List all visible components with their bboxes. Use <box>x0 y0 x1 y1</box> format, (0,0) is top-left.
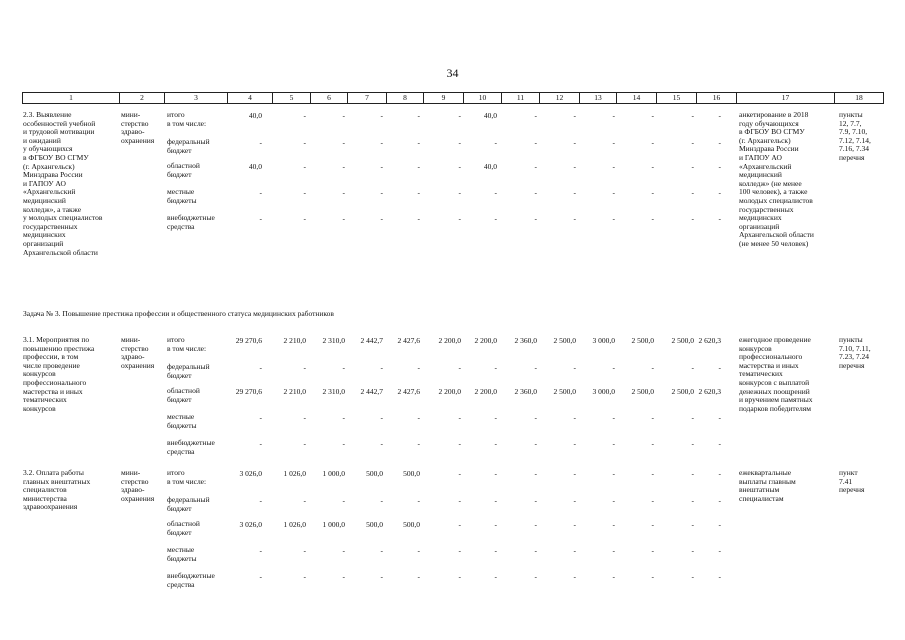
amount-cell: - <box>342 162 345 171</box>
funding-source: внебюджетные средства <box>167 571 215 589</box>
amount-cell: - <box>417 188 420 197</box>
funding-source: областной бюджет <box>167 519 200 537</box>
amount-cell: - <box>691 214 694 223</box>
amount-cell: 1 026,0 <box>283 520 306 529</box>
amount-cell: - <box>417 496 420 505</box>
amount-cell: - <box>651 469 654 478</box>
amount-cell: - <box>259 363 262 372</box>
amount-cell: 2 210,0 <box>283 387 306 396</box>
funding-source: итого в том числе: <box>167 110 207 128</box>
expected-result: анкетирование в 2018 году обучающихся в ФГБОУ ВО СГМУ (г. Архангельск) Минздрава России и ГАПОУ АО «Архангельский медицинский колледж» (не менее 100 человек), а также молодых специалистов государственных медицинских организаций Архангельской области (не менее 50 человек) <box>739 110 814 248</box>
amount-cell: - <box>494 520 497 529</box>
amount-cell: - <box>458 413 461 422</box>
amount-cell: 2 500,0 <box>671 336 694 345</box>
header-col-18: 18 <box>855 93 863 102</box>
amount-cell: - <box>380 496 383 505</box>
amount-cell: - <box>380 188 383 197</box>
amount-cell: - <box>612 111 615 120</box>
amount-cell: 2 200,0 <box>438 387 461 396</box>
amount-cell: - <box>342 214 345 223</box>
amount-cell: 2 200,0 <box>474 336 497 345</box>
amount-cell: - <box>573 188 576 197</box>
amount-cell: - <box>718 111 721 120</box>
amount-cell: - <box>718 363 721 372</box>
funding-source: итого в том числе: <box>167 335 207 353</box>
amount-cell: - <box>259 572 262 581</box>
amount-cell: - <box>573 520 576 529</box>
amount-cell: 1 000,0 <box>322 520 345 529</box>
amount-cell: - <box>534 363 537 372</box>
amount-cell: - <box>612 546 615 555</box>
header-col-12: 12 <box>540 93 580 103</box>
amount-cell: - <box>458 469 461 478</box>
amount-cell: 1 000,0 <box>322 469 345 478</box>
header-col-4: 4 <box>228 93 273 103</box>
amount-cell: - <box>494 413 497 422</box>
header-col-14: 14 <box>617 93 657 103</box>
plan-points: пункты 7.10, 7.11, 7.23, 7.24 перечня <box>839 335 871 370</box>
amount-cell: - <box>380 162 383 171</box>
header-col-6: 6 <box>311 93 348 103</box>
amount-cell: - <box>691 572 694 581</box>
amount-cell: - <box>573 363 576 372</box>
amount-cell: - <box>458 111 461 120</box>
funding-source: федеральный бюджет <box>167 362 210 380</box>
amount-cell: - <box>534 469 537 478</box>
amount-cell: 2 310,0 <box>322 387 345 396</box>
amount-cell: - <box>303 439 306 448</box>
header-col-17: 17 <box>737 93 835 103</box>
funding-source: итого в том числе: <box>167 468 207 486</box>
amount-cell: - <box>573 214 576 223</box>
amount-cell: 2 620,3 <box>698 387 721 396</box>
amount-cell: 2 310,0 <box>322 336 345 345</box>
amount-cell: - <box>718 214 721 223</box>
amount-cell: - <box>417 572 420 581</box>
amount-cell: 3 026,0 <box>239 520 262 529</box>
measure-name: 3.1. Мероприятия по повышению престижа профессии, в том числе проведение конкурсов профессионального мастерства и иных тематических конкурсов <box>23 335 95 413</box>
amount-cell: - <box>573 572 576 581</box>
amount-cell: 2 210,0 <box>283 336 306 345</box>
amount-cell: - <box>342 546 345 555</box>
amount-cell: - <box>691 111 694 120</box>
amount-cell: - <box>718 496 721 505</box>
amount-cell: - <box>417 162 420 171</box>
amount-cell: 2 360,0 <box>514 387 537 396</box>
amount-cell: - <box>651 188 654 197</box>
amount-cell: - <box>612 496 615 505</box>
amount-cell: - <box>458 546 461 555</box>
amount-cell: - <box>342 413 345 422</box>
amount-cell: - <box>380 363 383 372</box>
amount-cell: - <box>458 188 461 197</box>
amount-cell: - <box>612 572 615 581</box>
amount-cell: - <box>651 413 654 422</box>
amount-cell: - <box>458 496 461 505</box>
amount-cell: - <box>303 214 306 223</box>
amount-cell: - <box>691 469 694 478</box>
amount-cell: - <box>651 496 654 505</box>
header-col-10: 10 <box>464 93 502 103</box>
funding-source: федеральный бюджет <box>167 137 210 155</box>
amount-cell: - <box>534 138 537 147</box>
amount-cell: - <box>534 439 537 448</box>
page-number: 34 <box>446 66 459 80</box>
plan-points: пункты 12, 7.7, 7.9, 7.10, 7.12, 7.14, 7.16, 7.34 перечня <box>839 110 871 162</box>
amount-cell: - <box>259 214 262 223</box>
task3-title: Задача № 3. Повышение престижа профессии и общественного статуса медицинских работников <box>23 309 334 318</box>
amount-cell: - <box>303 138 306 147</box>
amount-cell: - <box>303 111 306 120</box>
amount-cell: - <box>417 546 420 555</box>
amount-cell: - <box>494 363 497 372</box>
amount-cell: - <box>342 572 345 581</box>
amount-cell: - <box>534 520 537 529</box>
amount-cell: 500,0 <box>366 520 383 529</box>
amount-cell: - <box>494 496 497 505</box>
amount-cell: - <box>342 111 345 120</box>
amount-cell: 500,0 <box>366 469 383 478</box>
amount-cell: - <box>718 162 721 171</box>
amount-cell: - <box>718 546 721 555</box>
header-col-7: 7 <box>348 93 387 103</box>
amount-cell: - <box>612 363 615 372</box>
amount-cell: - <box>417 439 420 448</box>
amount-cell: - <box>691 413 694 422</box>
amount-cell: - <box>691 520 694 529</box>
amount-cell: - <box>494 572 497 581</box>
amount-cell: - <box>380 546 383 555</box>
amount-cell: 40,0 <box>483 111 497 120</box>
amount-cell: - <box>534 572 537 581</box>
amount-cell: 2 500,0 <box>553 336 576 345</box>
amount-cell: - <box>691 546 694 555</box>
amount-cell: - <box>380 572 383 581</box>
amount-cell: - <box>651 162 654 171</box>
amount-cell: - <box>494 439 497 448</box>
measure-name: 3.2. Оплата работы главных внештатных специалистов министерства здравоохранения <box>23 468 91 512</box>
amount-cell: - <box>534 496 537 505</box>
amount-cell: - <box>612 162 615 171</box>
amount-cell: - <box>494 469 497 478</box>
amount-cell: 2 200,0 <box>438 336 461 345</box>
amount-cell: - <box>573 138 576 147</box>
amount-cell: - <box>534 214 537 223</box>
amount-cell: - <box>458 520 461 529</box>
amount-cell: 29 270,6 <box>235 387 262 396</box>
header-col-15: 15 <box>657 93 697 103</box>
amount-cell: - <box>259 413 262 422</box>
plan-points: пункт 7.41 перечня <box>839 468 865 495</box>
amount-cell: - <box>573 439 576 448</box>
header-col-5: 5 <box>273 93 311 103</box>
amount-cell: - <box>691 162 694 171</box>
amount-cell: 2 500,0 <box>631 387 654 396</box>
amount-cell: - <box>417 138 420 147</box>
amount-cell: 2 442,7 <box>360 336 383 345</box>
amount-cell: - <box>303 162 306 171</box>
amount-cell: - <box>573 496 576 505</box>
amount-cell: - <box>380 439 383 448</box>
amount-cell: - <box>718 138 721 147</box>
header-col-1: 1 <box>23 93 120 103</box>
amount-cell: - <box>534 162 537 171</box>
amount-cell: - <box>612 138 615 147</box>
amount-cell: - <box>458 138 461 147</box>
header-col-8: 8 <box>387 93 424 103</box>
executor: мини- стерство здраво- охранения <box>121 335 155 370</box>
amount-cell: - <box>342 188 345 197</box>
amount-cell: - <box>718 439 721 448</box>
amount-cell: 2 442,7 <box>360 387 383 396</box>
amount-cell: - <box>691 496 694 505</box>
amount-cell: - <box>259 439 262 448</box>
amount-cell: 2 500,0 <box>671 387 694 396</box>
amount-cell: 40,0 <box>248 162 262 171</box>
header-col-2: 2 <box>120 93 165 103</box>
amount-cell: - <box>494 214 497 223</box>
amount-cell: - <box>651 439 654 448</box>
amount-cell: - <box>651 546 654 555</box>
amount-cell: 40,0 <box>483 162 497 171</box>
amount-cell: - <box>691 188 694 197</box>
amount-cell: - <box>612 188 615 197</box>
amount-cell: - <box>651 572 654 581</box>
amount-cell: - <box>458 214 461 223</box>
amount-cell: - <box>342 363 345 372</box>
amount-cell: - <box>494 138 497 147</box>
amount-cell: 29 270,6 <box>235 336 262 345</box>
amount-cell: - <box>417 214 420 223</box>
amount-cell: - <box>651 520 654 529</box>
executor: мини- стерство здраво- охранения <box>121 110 155 145</box>
table-header <box>22 92 884 104</box>
amount-cell: - <box>458 162 461 171</box>
funding-source: внебюджетные средства <box>167 438 215 456</box>
header-col-3: 3 <box>165 93 228 103</box>
amount-cell: 2 360,0 <box>514 336 537 345</box>
amount-cell: - <box>380 413 383 422</box>
header-col-13: 13 <box>580 93 617 103</box>
amount-cell: - <box>534 111 537 120</box>
amount-cell: - <box>718 188 721 197</box>
amount-cell: 2 200,0 <box>474 387 497 396</box>
amount-cell: - <box>573 162 576 171</box>
amount-cell: 2 500,0 <box>553 387 576 396</box>
amount-cell: - <box>718 520 721 529</box>
amount-cell: - <box>718 413 721 422</box>
amount-cell: - <box>303 363 306 372</box>
amount-cell: 40,0 <box>248 111 262 120</box>
amount-cell: - <box>494 188 497 197</box>
amount-cell: 3 000,0 <box>592 336 615 345</box>
expected-result: ежеквартальные выплаты главным внештатным специалистам <box>739 468 796 503</box>
amount-cell: - <box>259 496 262 505</box>
amount-cell: - <box>259 546 262 555</box>
amount-cell: - <box>303 413 306 422</box>
amount-cell: - <box>651 111 654 120</box>
amount-cell: 1 026,0 <box>283 469 306 478</box>
amount-cell: - <box>573 469 576 478</box>
measure-name: 2.3. Выявление особенностей учебной и трудовой мотивации и ожиданий у обучающихся в ФГБОУ ВО СГМУ (г. Архангельск) Минздрава России и ГАПОУ АО «Архангельский медицинский колледж», а также у молодых специалистов государственных медицинских организаций Архангельской области <box>23 110 103 257</box>
amount-cell: - <box>573 111 576 120</box>
amount-cell: - <box>259 188 262 197</box>
amount-cell: 3 000,0 <box>592 387 615 396</box>
amount-cell: - <box>691 363 694 372</box>
amount-cell: - <box>573 546 576 555</box>
amount-cell: - <box>380 214 383 223</box>
amount-cell: - <box>534 188 537 197</box>
funding-source: местные бюджеты <box>167 412 197 430</box>
header-col-9: 9 <box>424 93 464 103</box>
amount-cell: - <box>612 520 615 529</box>
amount-cell: - <box>718 469 721 478</box>
amount-cell: - <box>458 572 461 581</box>
amount-cell: - <box>573 413 576 422</box>
amount-cell: 2 620,3 <box>698 336 721 345</box>
funding-source: местные бюджеты <box>167 545 197 563</box>
amount-cell: - <box>718 572 721 581</box>
header-col-16: 16 <box>697 93 737 103</box>
amount-cell: 2 427,6 <box>397 336 420 345</box>
amount-cell: 2 500,0 <box>631 336 654 345</box>
amount-cell: - <box>380 138 383 147</box>
amount-cell: - <box>342 496 345 505</box>
amount-cell: - <box>417 363 420 372</box>
amount-cell: - <box>691 138 694 147</box>
header-col-11: 11 <box>502 93 540 103</box>
amount-cell: - <box>691 439 694 448</box>
amount-cell: - <box>534 413 537 422</box>
amount-cell: - <box>651 214 654 223</box>
funding-source: областной бюджет <box>167 161 200 179</box>
amount-cell: 500,0 <box>403 469 420 478</box>
amount-cell: 2 427,6 <box>397 387 420 396</box>
amount-cell: - <box>458 363 461 372</box>
amount-cell: - <box>417 111 420 120</box>
funding-source: внебюджетные средства <box>167 213 215 231</box>
amount-cell: - <box>651 138 654 147</box>
amount-cell: - <box>458 439 461 448</box>
amount-cell: - <box>651 363 654 372</box>
amount-cell: - <box>612 439 615 448</box>
amount-cell: - <box>380 111 383 120</box>
amount-cell: - <box>303 188 306 197</box>
amount-cell: - <box>303 572 306 581</box>
amount-cell: - <box>494 546 497 555</box>
amount-cell: - <box>534 546 537 555</box>
amount-cell: - <box>612 214 615 223</box>
amount-cell: - <box>342 138 345 147</box>
funding-source: местные бюджеты <box>167 187 197 205</box>
amount-cell: - <box>612 413 615 422</box>
amount-cell: - <box>612 469 615 478</box>
amount-cell: 3 026,0 <box>239 469 262 478</box>
amount-cell: 500,0 <box>403 520 420 529</box>
funding-source: федеральный бюджет <box>167 495 210 513</box>
funding-source: областной бюджет <box>167 386 200 404</box>
amount-cell: - <box>342 439 345 448</box>
amount-cell: - <box>259 138 262 147</box>
executor: мини- стерство здраво- охранения <box>121 468 155 503</box>
amount-cell: - <box>417 413 420 422</box>
expected-result: ежегодное проведение конкурсов профессионального мастерства и иных тематических конкурсов с выплатой денежных поощрений и вручением памятных подарков победителям <box>739 335 813 413</box>
amount-cell: - <box>303 496 306 505</box>
amount-cell: - <box>303 546 306 555</box>
